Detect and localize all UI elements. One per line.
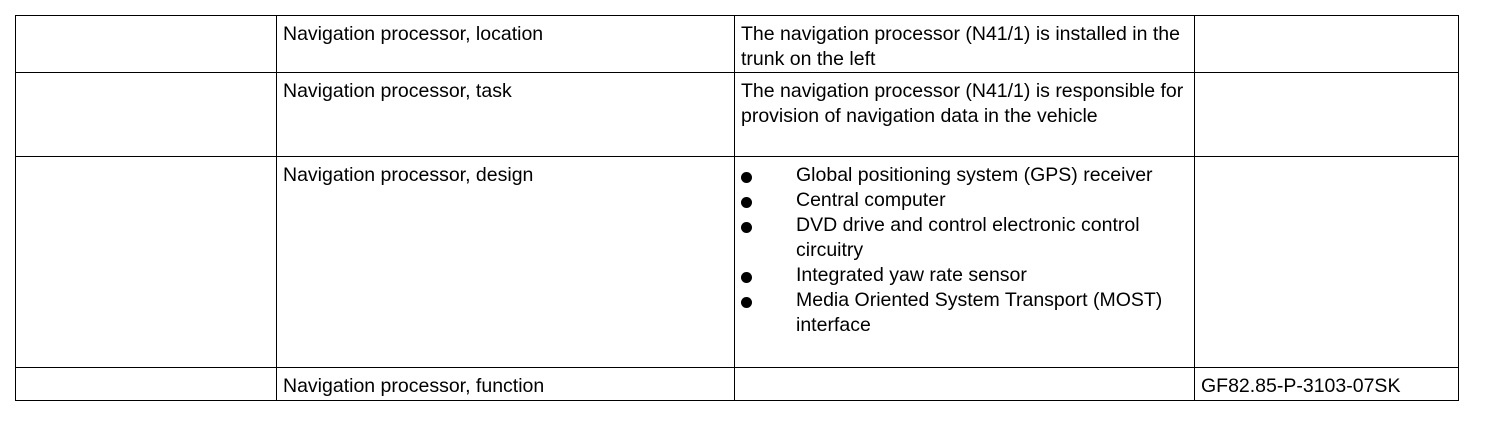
bullet-icon: [741, 197, 752, 208]
row-label-cell: [16, 157, 277, 368]
bullet-text: Central computer: [796, 189, 946, 211]
bullet-text: Media Oriented System Transport (MOST) interface: [796, 289, 1163, 336]
bullet-item: [741, 213, 1188, 263]
row-label-cell: [16, 16, 277, 73]
bullet-item: [741, 263, 1188, 288]
reference-cell: [1195, 16, 1459, 73]
reference-cell: [1195, 157, 1459, 368]
reference-link[interactable]: GF82.85-P-3103-07SK: [1195, 368, 1459, 401]
table-row-design: [16, 157, 1459, 368]
description-cell: The navigation processor (N41/1) is installed in the trunk on the left: [735, 16, 1195, 73]
bullet-item: [741, 163, 1188, 188]
bullet-icon: [741, 272, 752, 283]
document-table: [15, 15, 1459, 401]
bullet-icon: [741, 222, 752, 233]
row-label-cell: [16, 73, 277, 157]
bullet-text: Global positioning system (GPS) receiver: [796, 164, 1153, 186]
bullet-text: Integrated yaw rate sensor: [796, 264, 1027, 286]
topic-cell: Navigation processor, function: [277, 368, 735, 401]
bullet-item: [741, 188, 1188, 213]
table-row-location: [16, 16, 1459, 73]
topic-cell: Navigation processor, design: [277, 157, 735, 368]
bullet-icon: [741, 172, 752, 183]
bullet-text: DVD drive and control electronic control circuitry: [796, 214, 1140, 261]
topic-cell: Navigation processor, task: [277, 73, 735, 157]
description-cell: [735, 157, 1195, 368]
table-row-task: [16, 73, 1459, 157]
bullet-icon: [741, 297, 752, 308]
design-bullet-list: [741, 163, 1188, 338]
description-cell: The navigation processor (N41/1) is responsible for provision of navigation data in the vehicle: [735, 73, 1195, 157]
table-row-function: [16, 368, 1459, 401]
row-label-cell: [16, 368, 277, 401]
bullet-item: [741, 288, 1188, 338]
topic-cell: Navigation processor, location: [277, 16, 735, 73]
reference-cell: [1195, 73, 1459, 157]
description-cell: [735, 368, 1195, 401]
